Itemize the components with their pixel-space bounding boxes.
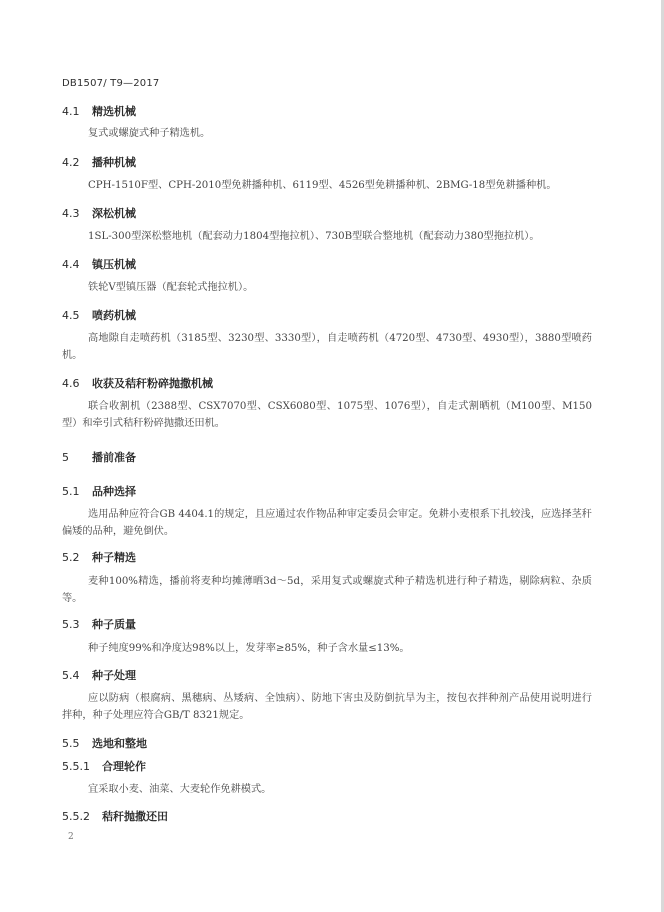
- section-title: 种子处理: [92, 669, 136, 682]
- section-number: 5.1: [62, 485, 80, 498]
- section-text-4-3: 1SL-300型深松整地机（配套动力1804型拖拉机）、730B型联合整地机（配套动力380型拖拉机）。: [88, 231, 540, 242]
- section-title: 深松机械: [92, 207, 136, 220]
- section-title: 秸秆抛撒还田: [102, 810, 168, 823]
- section-number: 5.2: [62, 551, 80, 564]
- section-text-4-2: CPH-1510F型、CPH-2010型免耕播种机、6119型、4526型免耕播种机、2BMG-18型免耕播种机。: [88, 180, 557, 191]
- section-number: 5.4: [62, 669, 80, 682]
- section-heading-4-3: [62, 205, 136, 221]
- section-text-4-6: 联合收割机（2388型、CSX7070型、CSX6080型、1075型、1076型），自走式割晒机（M100型、M150型）和牵引式秸秆粉碎抛撒还田机。: [62, 401, 592, 429]
- section-number: 4.3: [62, 207, 80, 220]
- section-heading-5-4: [62, 667, 136, 683]
- section-heading-4-4: [62, 256, 136, 272]
- section-heading-5-2: [62, 549, 136, 565]
- section-text-5-4: 应以防病（根腐病、黑穗病、丛矮病、全蚀病）、防地下害虫及防倒抗旱为主，按包衣拌种剂产品使用说明进行拌种，种子处理应符合GB/T 8321规定。: [62, 693, 592, 721]
- section-title: 精选机械: [92, 105, 136, 118]
- section-text-5-1: 选用品种应符合GB 4404.1的规定，且应通过农作物品种审定委员会审定。免耕小麦根系下扎较浅，应选择茎秆偏矮的品种，避免倒伏。: [62, 509, 592, 537]
- section-title: 喷药机械: [92, 309, 136, 322]
- section-text-5-5-1: 宜采取小麦、油菜、大麦轮作免耕模式。: [88, 784, 272, 795]
- section-text-5-3: 种子纯度99%和净度达98%以上，发芽率≥85%，种子含水量≤13%。: [88, 643, 410, 654]
- section-heading-5: [62, 449, 136, 465]
- section-heading-4-6: [62, 375, 213, 391]
- section-heading-4-5: [62, 307, 136, 323]
- page-number: 2: [68, 832, 74, 842]
- section-text-5-2: 麦种100%精选，播前将麦种均摊薄晒3d～5d，采用复式或螺旋式种子精选机进行种子精选，剔除病粒、杂质等。: [62, 576, 592, 604]
- section-title: 播前准备: [92, 451, 136, 464]
- section-text-4-5: 高地隙自走喷药机（3185型、3230型、3330型），自走喷药机（4720型、4730型、4930型），3880型喷药机。: [62, 333, 592, 361]
- section-number: 5.5.1: [62, 760, 90, 773]
- section-number: 5.3: [62, 618, 80, 631]
- section-text-4-4: 铁轮V型镇压器（配套轮式拖拉机）。: [88, 282, 254, 293]
- section-title: 收获及秸秆粉碎抛撒机械: [92, 377, 213, 390]
- section-number: 4.4: [62, 258, 80, 271]
- section-number: 5.5: [62, 737, 80, 750]
- section-number: 4.1: [62, 105, 80, 118]
- section-heading-5-3: [62, 616, 136, 632]
- section-title: 种子质量: [92, 618, 136, 631]
- section-number: 4.6: [62, 377, 80, 390]
- section-heading-5-5-1: [62, 758, 146, 774]
- section-title: 镇压机械: [92, 258, 136, 271]
- section-number: 4.2: [62, 156, 80, 169]
- section-title: 品种选择: [92, 485, 136, 498]
- section-title: 选地和整地: [92, 737, 147, 750]
- section-number: 5: [62, 451, 69, 464]
- section-number: 4.5: [62, 309, 80, 322]
- document-header: DB1507/ T9—2017: [62, 78, 160, 89]
- section-heading-4-2: [62, 154, 136, 170]
- section-title: 种子精选: [92, 551, 136, 564]
- section-text-4-1: 复式或螺旋式种子精选机。: [88, 128, 211, 139]
- section-heading-4-1: [62, 103, 136, 119]
- section-heading-5-5-2: [62, 808, 168, 824]
- section-heading-5-1: [62, 483, 136, 499]
- section-title: 合理轮作: [102, 760, 146, 773]
- section-heading-5-5: [62, 735, 147, 751]
- section-title: 播种机械: [92, 156, 136, 169]
- section-number: 5.5.2: [62, 810, 90, 823]
